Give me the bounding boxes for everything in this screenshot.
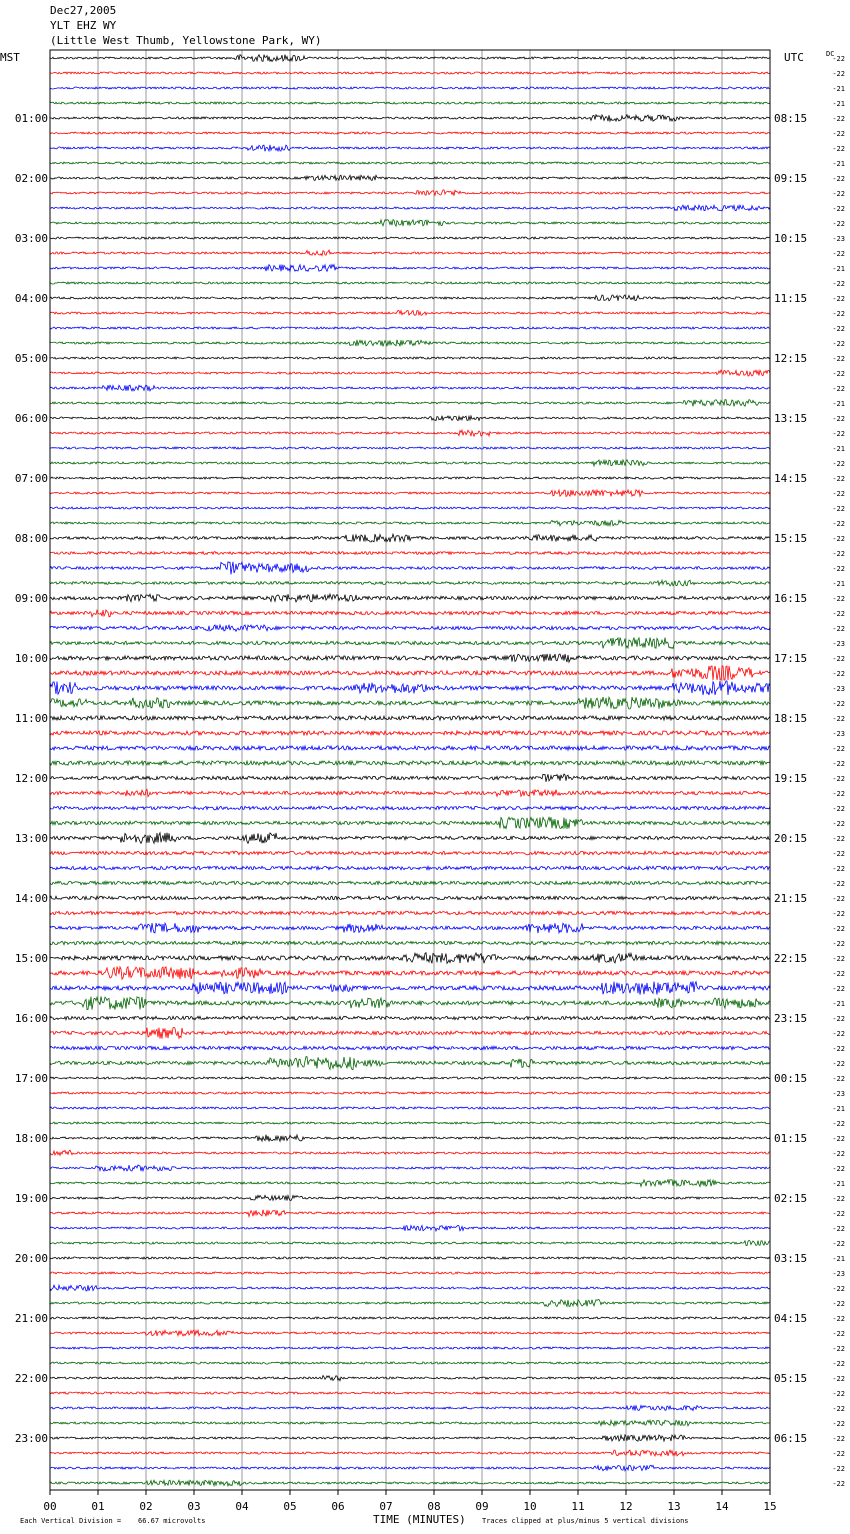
trace-line (50, 654, 770, 662)
trace-line (50, 327, 770, 329)
dc-offset-label: -22 (832, 280, 845, 288)
dc-offset-label: -22 (832, 295, 845, 303)
x-tick-label: 06 (331, 1500, 345, 1513)
trace-line (50, 1077, 770, 1079)
trace-line (50, 282, 770, 284)
header-date: Dec27,2005 (50, 4, 117, 17)
axis-labels (15, 55, 845, 1513)
trace-line (50, 1465, 770, 1471)
dc-offset-label: -22 (832, 1150, 845, 1158)
dc-offset-label: -22 (832, 1375, 845, 1383)
mst-hour-label: 02:00 (14, 172, 48, 185)
utc-hour-label: 23:15 (774, 1012, 808, 1025)
x-tick-label: 10 (523, 1500, 537, 1513)
dc-offset-label: -22 (832, 565, 845, 573)
dc-offset-label: -21 (832, 160, 845, 168)
mst-hour-label: 07:00 (14, 472, 48, 485)
trace-line (50, 72, 770, 74)
trace-line (50, 806, 770, 809)
dc-offset-label: -22 (832, 220, 845, 228)
utc-hour-label: 10:15 (774, 232, 808, 245)
trace-line (50, 851, 770, 854)
trace-line (50, 953, 770, 964)
dc-offset-label: -22 (832, 1195, 845, 1203)
mst-hour-label: 13:00 (14, 832, 48, 845)
x-tick-label: 14 (715, 1500, 729, 1513)
dc-offset-label: -21 (832, 265, 845, 273)
dc-offset-label: -22 (832, 715, 845, 723)
dc-offset-label: -22 (832, 340, 845, 348)
trace-line (50, 746, 770, 750)
trace-line (50, 1150, 770, 1155)
dc-offset-label: -22 (832, 1300, 845, 1308)
trace-line (50, 881, 770, 884)
dc-offset-label: -22 (832, 670, 845, 678)
trace-line (50, 1092, 770, 1094)
dc-offset-label: -22 (832, 895, 845, 903)
trace-line (50, 87, 770, 89)
dc-offset-label: -22 (832, 490, 845, 498)
trace-line (50, 175, 770, 180)
dc-offset-label: -23 (832, 1270, 845, 1278)
trace-line (50, 357, 770, 359)
dc-offset-label: -22 (832, 1405, 845, 1413)
dc-offset-label: -22 (832, 790, 845, 798)
trace-line (50, 731, 770, 735)
dc-offset-label: -21 (832, 1255, 845, 1263)
dc-offset-label: -22 (832, 115, 845, 123)
utc-hour-label: 06:15 (774, 1432, 808, 1445)
trace-line (50, 1376, 770, 1381)
trace-line (50, 205, 770, 211)
x-tick-label: 04 (235, 1500, 249, 1513)
trace-line (50, 1285, 770, 1291)
trace-line (50, 400, 770, 407)
trace-line (50, 1450, 770, 1456)
utc-hour-label: 03:15 (774, 1252, 808, 1265)
dc-offset-label: -22 (832, 850, 845, 858)
dc-offset-label: -22 (832, 325, 845, 333)
trace-line (50, 1257, 770, 1259)
utc-hour-label: 11:15 (774, 292, 808, 305)
x-tick-label: 13 (667, 1500, 681, 1513)
dc-offset-label: -22 (832, 1360, 845, 1368)
trace-line (50, 996, 770, 1009)
mst-hour-label: 12:00 (14, 772, 48, 785)
trace-line (50, 789, 770, 796)
trace-line (50, 817, 770, 829)
dc-offset-label: -21 (832, 85, 845, 93)
x-tick-label: 03 (187, 1500, 201, 1513)
dc-offset-label: -22 (832, 910, 845, 918)
grid-lines (98, 50, 722, 1490)
dc-offset-label: -22 (832, 625, 845, 633)
dc-offset-label: -22 (832, 1330, 845, 1338)
dc-offset-label: -22 (832, 535, 845, 543)
trace-line (50, 761, 770, 765)
dc-offset-label: -22 (832, 1435, 845, 1443)
trace-line (50, 1240, 770, 1245)
dc-offset-label: -22 (832, 130, 845, 138)
trace-line (50, 716, 770, 720)
mst-axis-title: MST (0, 51, 20, 64)
dc-offset-label: -23 (832, 235, 845, 243)
dc-offset-label: -22 (832, 1030, 845, 1038)
dc-offset-label: -22 (832, 1465, 845, 1473)
mst-hour-label: 08:00 (14, 532, 48, 545)
trace-line (50, 666, 770, 680)
x-tick-label: 02 (139, 1500, 153, 1513)
utc-hour-label: 05:15 (774, 1372, 808, 1385)
trace-line (50, 55, 770, 62)
mst-hour-label: 14:00 (14, 892, 48, 905)
dc-offset-label: -22 (832, 610, 845, 618)
utc-hour-label: 18:15 (774, 712, 808, 725)
dc-offset-label: -22 (832, 655, 845, 663)
mst-hour-label: 22:00 (14, 1372, 48, 1385)
mst-hour-label: 06:00 (14, 412, 48, 425)
dc-offset-label: -22 (832, 385, 845, 393)
mst-hour-label: 05:00 (14, 352, 48, 365)
trace-line (50, 1027, 770, 1038)
dc-offset-label: -22 (832, 460, 845, 468)
mst-hour-label: 10:00 (14, 652, 48, 665)
dc-offset-label: -22 (832, 1345, 845, 1353)
utc-hour-label: 12:15 (774, 352, 808, 365)
trace-line (50, 866, 770, 869)
trace-line (50, 1480, 770, 1486)
utc-hour-label: 00:15 (774, 1072, 808, 1085)
dc-offset-label: -22 (832, 835, 845, 843)
x-tick-label: 15 (763, 1500, 777, 1513)
dc-offset-label: -22 (832, 370, 845, 378)
trace-line (50, 295, 770, 301)
dc-offset-label: -23 (832, 730, 845, 738)
mst-hour-label: 15:00 (14, 952, 48, 965)
trace-line (50, 1330, 770, 1336)
dc-offset-label: -22 (832, 1120, 845, 1128)
dc-offset-label: -22 (832, 520, 845, 528)
x-tick-label: 07 (379, 1500, 393, 1513)
dc-offset-label: -22 (832, 1450, 845, 1458)
dc-offset-label: -22 (832, 1225, 845, 1233)
dc-offset-label: -23 (832, 685, 845, 693)
trace-line (50, 1406, 770, 1411)
dc-offset-label: -22 (832, 985, 845, 993)
trace-line (50, 162, 770, 164)
dc-offset-label: -22 (832, 1240, 845, 1248)
trace-line (50, 265, 770, 272)
mst-hour-label: 16:00 (14, 1012, 48, 1025)
trace-line (50, 1347, 770, 1349)
dc-offset-label: -23 (832, 1090, 845, 1098)
dc-offset-label: -21 (832, 445, 845, 453)
trace-line (50, 1317, 770, 1319)
mst-hour-label: 01:00 (14, 112, 48, 125)
trace-line (50, 625, 770, 632)
x-tick-label: 08 (427, 1500, 441, 1513)
dc-offset-label: -21 (832, 400, 845, 408)
scale-note: Each Vertical Division = 66.67 microvolts (20, 1517, 206, 1525)
mst-hour-label: 04:00 (14, 292, 48, 305)
trace-line (50, 562, 770, 575)
trace-line (50, 385, 770, 391)
trace-line (50, 1122, 770, 1124)
mst-hour-label: 17:00 (14, 1072, 48, 1085)
dc-offset-label: -22 (832, 880, 845, 888)
trace-line (50, 896, 770, 899)
trace-line (50, 1165, 770, 1171)
dc-offset-label: -22 (832, 1315, 845, 1323)
seismic-traces (50, 55, 770, 1486)
x-axis-label: TIME (MINUTES) (373, 1513, 466, 1526)
utc-hour-label: 22:15 (774, 952, 808, 965)
dc-offset-label: -21 (832, 1180, 845, 1188)
clip-note: Traces clipped at plus/minus 5 vertical divisions (482, 1517, 689, 1525)
mst-hour-label: 18:00 (14, 1132, 48, 1145)
x-tick-label: 09 (475, 1500, 489, 1513)
trace-line (50, 145, 770, 152)
trace-line (50, 507, 770, 509)
trace-line (50, 638, 770, 649)
trace-line (50, 311, 770, 316)
mst-hour-label: 19:00 (14, 1192, 48, 1205)
x-tick-label: 01 (91, 1500, 105, 1513)
utc-hour-label: 20:15 (774, 832, 808, 845)
dc-offset-label: -22 (832, 1210, 845, 1218)
dc-offset-label: -21 (832, 100, 845, 108)
utc-hour-label: 17:15 (774, 652, 808, 665)
dc-offset-label: -22 (832, 205, 845, 213)
trace-line (50, 132, 770, 134)
trace-line (50, 911, 770, 914)
dc-offset-label: -22 (832, 70, 845, 78)
trace-line (50, 1135, 770, 1142)
utc-hour-label: 21:15 (774, 892, 808, 905)
trace-line (50, 1362, 770, 1364)
trace-line (50, 981, 770, 994)
trace-line (50, 190, 770, 196)
trace-line (50, 416, 770, 421)
trace-line (50, 923, 770, 933)
trace-line (50, 1300, 770, 1307)
dc-offset-label: -22 (832, 1390, 845, 1398)
trace-line (50, 594, 770, 602)
dc-offset-label: -22 (832, 55, 845, 63)
utc-hour-label: 09:15 (774, 172, 808, 185)
header-station: YLT EHZ WY (50, 19, 117, 32)
x-tick-label: 00 (43, 1500, 57, 1513)
trace-line (50, 370, 770, 376)
dc-axis-title: DC (826, 50, 835, 58)
mst-hour-label: 03:00 (14, 232, 48, 245)
trace-line (50, 1210, 770, 1217)
dc-offset-label: -22 (832, 1045, 845, 1053)
dc-offset-label: -22 (832, 760, 845, 768)
utc-hour-label: 14:15 (774, 472, 808, 485)
dc-offset-label: -22 (832, 925, 845, 933)
dc-offset-label: -22 (832, 970, 845, 978)
trace-line (50, 115, 770, 121)
dc-offset-label: -22 (832, 1480, 845, 1488)
trace-line (50, 490, 770, 497)
mst-hour-label: 20:00 (14, 1252, 48, 1265)
x-tick-label: 05 (283, 1500, 297, 1513)
header-location: (Little West Thumb, Yellowstone Park, WY) (50, 34, 322, 47)
dc-offset-label: -22 (832, 1015, 845, 1023)
trace-line (50, 250, 770, 256)
dc-offset-label: -22 (832, 1285, 845, 1293)
trace-line (50, 681, 770, 695)
mst-hour-label: 21:00 (14, 1312, 48, 1325)
trace-line (50, 1420, 770, 1426)
dc-offset-label: -22 (832, 955, 845, 963)
dc-offset-label: -22 (832, 1135, 845, 1143)
dc-offset-label: -22 (832, 250, 845, 258)
trace-line (50, 967, 770, 979)
dc-offset-label: -22 (832, 745, 845, 753)
x-tick-label: 12 (619, 1500, 633, 1513)
mst-hour-label: 09:00 (14, 592, 48, 605)
trace-line (50, 1435, 770, 1441)
utc-hour-label: 13:15 (774, 412, 808, 425)
trace-line (50, 477, 770, 479)
trace-line (50, 460, 770, 466)
trace-line (50, 1016, 770, 1019)
dc-offset-label: -22 (832, 1060, 845, 1068)
utc-hour-label: 04:15 (774, 1312, 808, 1325)
dc-offset-label: -22 (832, 475, 845, 483)
dc-offset-label: -22 (832, 175, 845, 183)
dc-offset-label: -23 (832, 640, 845, 648)
dc-offset-label: -22 (832, 1420, 845, 1428)
dc-offset-label: -22 (832, 775, 845, 783)
trace-line (50, 610, 770, 617)
dc-offset-label: -21 (832, 1000, 845, 1008)
dc-offset-label: -22 (832, 1165, 845, 1173)
dc-offset-label: -22 (832, 505, 845, 513)
utc-hour-label: 01:15 (774, 1132, 808, 1145)
dc-offset-label: -22 (832, 865, 845, 873)
dc-offset-label: -22 (832, 595, 845, 603)
dc-offset-label: -21 (832, 580, 845, 588)
trace-line (50, 520, 770, 526)
dc-offset-label: -21 (832, 1105, 845, 1113)
trace-line (50, 1107, 770, 1109)
utc-hour-label: 08:15 (774, 112, 808, 125)
utc-hour-label: 16:15 (774, 592, 808, 605)
trace-line (50, 774, 770, 782)
dc-offset-label: -22 (832, 415, 845, 423)
trace-line (50, 552, 770, 555)
dc-offset-label: -22 (832, 700, 845, 708)
dc-offset-label: -22 (832, 940, 845, 948)
dc-offset-label: -22 (832, 310, 845, 318)
x-tick-label: 11 (571, 1500, 585, 1513)
trace-line (50, 941, 770, 944)
utc-hour-label: 15:15 (774, 532, 808, 545)
trace-line (50, 1046, 770, 1049)
utc-hour-label: 02:15 (774, 1192, 808, 1205)
trace-line (50, 1392, 770, 1394)
utc-hour-label: 19:15 (774, 772, 808, 785)
trace-line (50, 1195, 770, 1200)
dc-offset-label: -22 (832, 805, 845, 813)
dc-offset-label: -22 (832, 355, 845, 363)
dc-offset-label: -22 (832, 145, 845, 153)
trace-line (50, 340, 770, 347)
dc-offset-label: -22 (832, 820, 845, 828)
trace-line (50, 102, 770, 104)
trace-line (50, 447, 770, 449)
trace-line (50, 1180, 770, 1187)
trace-line (50, 430, 770, 436)
dc-offset-label: -22 (832, 430, 845, 438)
dc-offset-label: -22 (832, 190, 845, 198)
mst-hour-label: 23:00 (14, 1432, 48, 1445)
trace-line (50, 237, 770, 239)
mst-hour-label: 11:00 (14, 712, 48, 725)
trace-line (50, 534, 770, 542)
trace-line (50, 1057, 770, 1070)
trace-line (50, 1225, 770, 1231)
trace-line (50, 833, 770, 844)
trace-line (50, 220, 770, 227)
trace-line (50, 1272, 770, 1274)
trace-line (50, 580, 770, 586)
utc-axis-title: UTC (784, 51, 804, 64)
dc-offset-label: -22 (832, 1075, 845, 1083)
dc-offset-label: -22 (832, 550, 845, 558)
trace-line (50, 697, 770, 709)
